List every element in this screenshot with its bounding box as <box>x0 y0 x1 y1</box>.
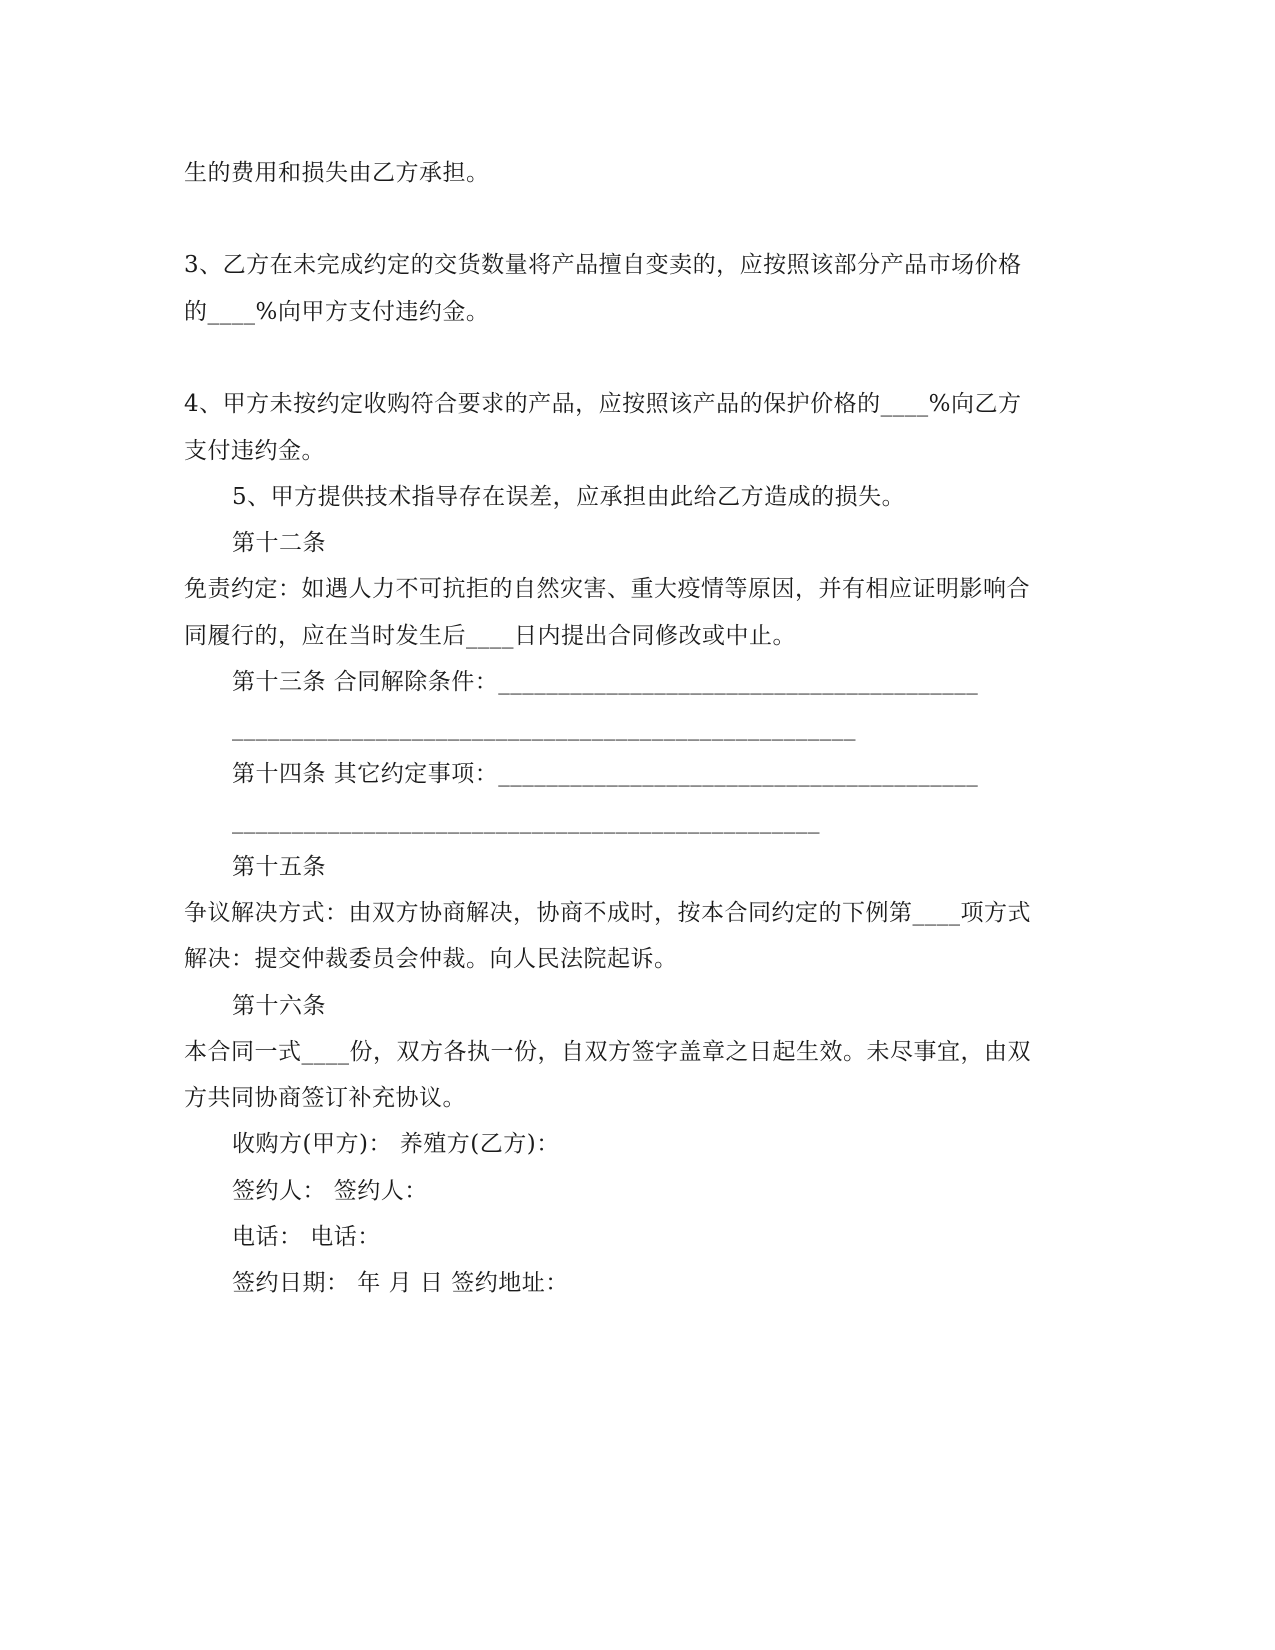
text-line: 方共同协商签订补充协议。 <box>184 1085 466 1111</box>
text-line: 解决：提交仲裁委员会仲裁。向人民法院起诉。 <box>184 946 678 972</box>
article-heading: 第十二条 <box>232 530 326 556</box>
article-heading: 第十五条 <box>232 854 326 880</box>
text-line: 生的费用和损失由乙方承担。 <box>184 160 490 186</box>
text-line: 免责约定：如遇人力不可抗拒的自然灾害、重大疫情等原因，并有相应证明影响合 <box>184 576 1030 602</box>
text-line: 同履行的，应在当时发生后____日内提出合同修改或中止。 <box>184 623 796 649</box>
text-line: 的____%向甲方支付违约金。 <box>184 299 490 325</box>
text-line: 3、乙方在未完成约定的交货数量将产品擅自变卖的，应按照该部分产品市场价格 <box>184 252 1022 278</box>
text-line: 4、甲方未按约定收购符合要求的产品，应按照该产品的保护价格的____%向乙方 <box>184 391 1022 417</box>
blank-line: ____________________________________________________ <box>232 715 856 741</box>
article-heading: 第十六条 <box>232 993 326 1019</box>
text-line: 本合同一式____份，双方各执一份，自双方签字盖章之日起生效。未尽事宜，由双 <box>184 1039 1031 1065</box>
text-line: 5、甲方提供技术指导存在误差，应承担由此给乙方造成的损失。 <box>232 484 906 510</box>
signature-line: 电话： 电话： <box>232 1224 381 1250</box>
text-line: 第十三条 合同解除条件：________________________________________ <box>232 669 979 695</box>
text-line: 争议解决方式：由双方协商解决，协商不成时，按本合同约定的下例第____项方式 <box>184 900 1031 926</box>
text-line: 第十四条 其它约定事项：________________________________________ <box>232 761 979 787</box>
signature-line: 签约日期： 年 月 日 签约地址： <box>232 1270 569 1296</box>
signature-line: 签约人： 签约人： <box>232 1178 428 1204</box>
text-line: 支付违约金。 <box>184 438 325 464</box>
blank-line: _________________________________________________ <box>232 808 820 834</box>
signature-line: 收购方(甲方)： 养殖方(乙方)： <box>232 1131 560 1157</box>
